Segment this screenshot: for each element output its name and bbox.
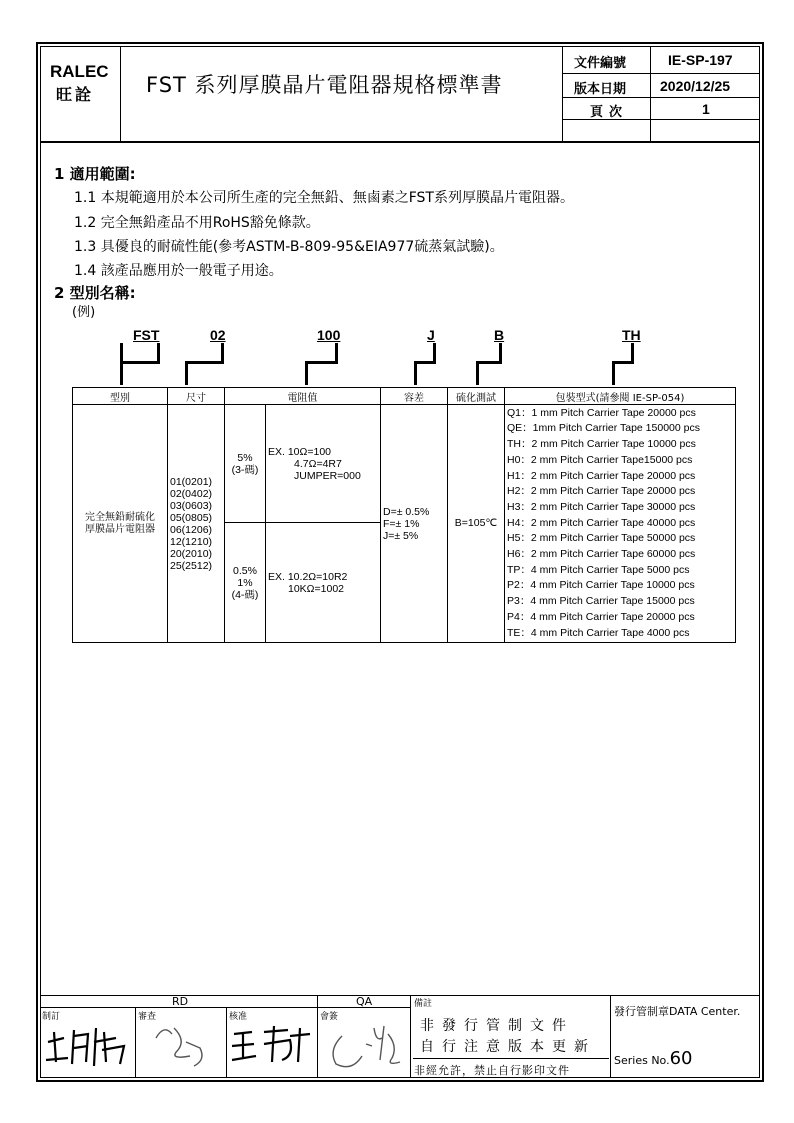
doc-number-label: 文件編號 (574, 56, 627, 71)
packaging-item: TE：4 mm Pitch Carrier Tape 4000 pcs (507, 626, 690, 639)
table-header: 硫化測試 (448, 388, 505, 405)
ex-5-line: EX. 10Ω=100 (268, 445, 332, 458)
code-sulfur: B (494, 327, 505, 343)
signature-countersign (322, 1016, 408, 1076)
packaging-item: P3：4 mm Pitch Carrier Tape 15000 pcs (507, 595, 695, 608)
packaging-item: TP：4 mm Pitch Carrier Tape 5000 pcs (507, 563, 690, 576)
ex-5-line: 4.7Ω=4R7 (294, 457, 342, 470)
section-1-item: 1.4 該產品應用於一般電子用途。 (74, 263, 283, 279)
tolerance-item: J=± 5% (383, 529, 419, 542)
packaging-item: H1：2 mm Pitch Carrier Tape 20000 pcs (507, 469, 696, 482)
tolerance-cell (381, 405, 448, 643)
tol-5-value: 5% (237, 451, 253, 464)
ex-1-line: EX. 10.2Ω=10R2 (268, 570, 348, 583)
series-value: 60 (669, 1048, 693, 1069)
tol-1-value: 1% (237, 576, 253, 589)
table-header: 容差 (381, 388, 448, 405)
packaging-item: TH：2 mm Pitch Carrier Tape 10000 pcs (507, 438, 696, 451)
packaging-item: P4：4 mm Pitch Carrier Tape 20000 pcs (507, 610, 695, 623)
sulfur-cell: B=105℃ (448, 405, 505, 643)
type-cell (73, 405, 168, 643)
tol-5-digits: (3-碼) (231, 463, 259, 476)
ex-5-line: JUMPER=000 (294, 469, 361, 482)
size-item: 01(0201) (170, 475, 213, 488)
tolerance-item: F=± 1% (383, 517, 420, 530)
packaging-item: QE：1mm Pitch Carrier Tape 150000 pcs (507, 422, 700, 435)
tol-1-digits: (4-碼) (231, 588, 259, 601)
rd-label: RD (172, 995, 189, 1008)
company-name-en: RALEC (50, 62, 109, 81)
notice-check-version: 自行注意版本更新 (420, 1039, 596, 1055)
packaging-item: P2：4 mm Pitch Carrier Tape 10000 pcs (507, 579, 695, 592)
part-number-table (72, 387, 736, 643)
table-header: 尺寸 (168, 388, 225, 405)
remark-label: 備註 (414, 999, 433, 1009)
qa-label: QA (356, 995, 373, 1008)
approve-label: 核准 (229, 1012, 248, 1022)
tol-1-cell (225, 523, 266, 643)
tol-1-value: 0.5% (233, 564, 257, 577)
table-header: 電阻值 (225, 388, 381, 405)
revision-date: 2020/12/25 (660, 78, 731, 94)
packaging-item: H3：2 mm Pitch Carrier Tape 30000 pcs (507, 500, 696, 513)
series-label: Series No. (614, 1054, 670, 1067)
example-label: (例) (72, 305, 96, 320)
section-1-item: 1.3 具優良的耐硫性能(參考ASTM-B-809-95&EIA977硫蒸氣試驗)。 (74, 239, 504, 255)
review-label: 審查 (138, 1012, 157, 1022)
tolerance-item: D=± 0.5% (383, 505, 430, 518)
packaging-item: H6：2 mm Pitch Carrier Tape 60000 pcs (507, 548, 696, 561)
countersign-label: 會簽 (320, 1012, 339, 1022)
packaging-item: H4：2 mm Pitch Carrier Tape 40000 pcs (507, 516, 696, 529)
code-type: FST (133, 327, 160, 343)
size-item: 05(0805) (170, 511, 213, 524)
document-title: FST 系列厚膜晶片電阻器規格標準書 (146, 73, 503, 97)
size-item: 03(0603) (170, 499, 213, 512)
tol-5-cell (225, 405, 266, 523)
packaging-item: Q1：1 mm Pitch Carrier Tape 20000 pcs (507, 406, 696, 419)
stamp-label: 發行管制章DATA Center. (614, 1005, 741, 1018)
section-2-title: 2 型別名稱: (54, 284, 136, 302)
made-label: 制訂 (42, 1012, 61, 1022)
size-item: 06(1206) (170, 523, 213, 536)
size-cell (168, 405, 225, 643)
section-1-item: 1.2 完全無鉛產品不用RoHS豁免條款。 (74, 215, 320, 231)
company-name-cn: 旺詮 (56, 85, 95, 104)
packaging-item: H0：2 mm Pitch Carrier Tape15000 pcs (507, 453, 693, 466)
signature-made (44, 1022, 134, 1072)
size-item: 20(2010) (170, 547, 213, 560)
packaging-item: H5：2 mm Pitch Carrier Tape 50000 pcs (507, 532, 696, 545)
section-1-title: 1 適用範圍: (54, 165, 136, 183)
table-header: 包裝型式(請參閱 IE-SP-054) (505, 388, 736, 405)
revision-date-label: 版本日期 (574, 82, 627, 97)
doc-number: IE-SP-197 (668, 52, 733, 68)
ex-5-cell (266, 405, 381, 523)
table-header: 型別 (73, 388, 168, 405)
series-number (614, 1048, 693, 1069)
size-item: 25(2512) (170, 559, 213, 572)
type-line: 完全無鉛耐硫化 (85, 511, 155, 523)
notice-no-copy: 非經允許，禁止自行影印文件 (414, 1064, 570, 1077)
type-line: 厚膜晶片電阻器 (85, 523, 155, 535)
packaging-cell (505, 405, 736, 643)
code-size: 02 (210, 327, 226, 343)
page-number: 1 (702, 101, 710, 117)
packaging-item: H2：2 mm Pitch Carrier Tape 20000 pcs (507, 485, 696, 498)
signature-approve (230, 1022, 315, 1067)
signature-review (150, 1020, 220, 1070)
size-item: 02(0402) (170, 487, 213, 500)
code-packaging: TH (622, 327, 641, 343)
page-label: 頁次 (590, 105, 629, 120)
code-tolerance: J (427, 327, 435, 343)
section-1-item: 1.1 本規範適用於本公司所生產的完全無鉛、無鹵素之FST系列厚膜晶片電阻器。 (74, 190, 574, 206)
size-item: 12(1210) (170, 535, 213, 548)
notice-uncontrolled: 非發行管制文件 (420, 1018, 574, 1034)
ex-1-cell (266, 523, 381, 643)
code-resistance: 100 (317, 327, 341, 343)
ex-1-line: 10KΩ=1002 (288, 582, 345, 595)
